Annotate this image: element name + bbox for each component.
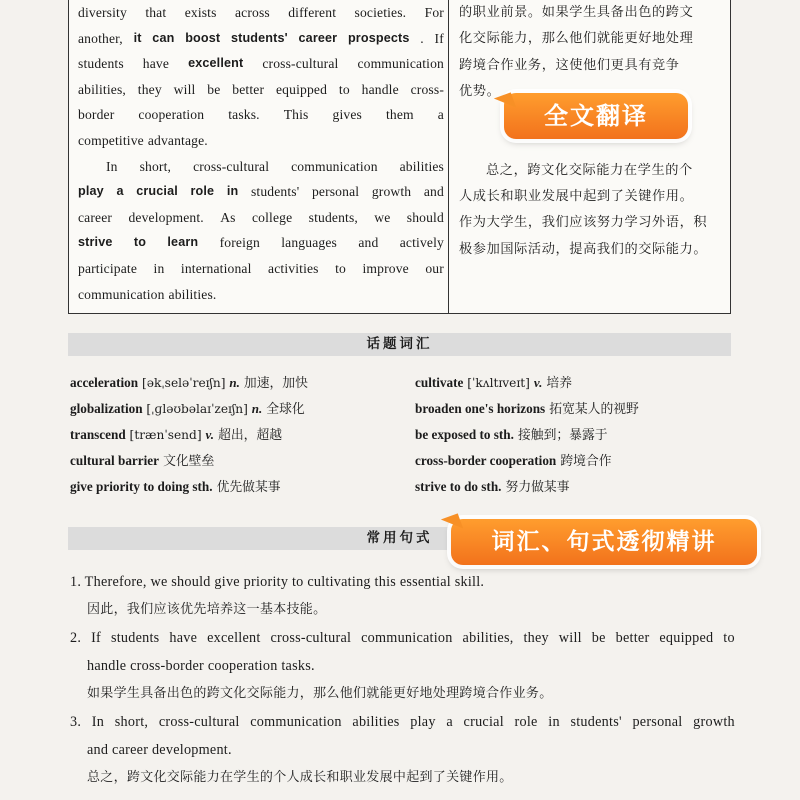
word: communication <box>250 714 342 730</box>
vocab-entry <box>415 474 745 500</box>
word: As <box>220 209 236 225</box>
word: cross-cultural <box>270 630 352 646</box>
word: personal <box>632 714 683 730</box>
english-line <box>78 77 444 103</box>
word: gives <box>332 107 362 123</box>
word: them <box>385 107 414 123</box>
word: equipped <box>659 630 714 646</box>
word: communication <box>78 286 165 302</box>
word: that <box>145 5 167 20</box>
vocab-word: broaden one's horizons <box>415 401 546 416</box>
vocab-entry <box>70 474 400 500</box>
vocab-meaning: 跨境合作 <box>556 454 612 469</box>
word: in <box>153 260 165 276</box>
word: short, <box>139 158 172 174</box>
english-line <box>78 154 444 180</box>
bold-phrase-word: learn <box>167 235 199 250</box>
bold-phrase-word: in <box>226 184 239 199</box>
word: If <box>434 30 444 46</box>
word: border <box>78 107 115 123</box>
column-divider <box>448 0 449 313</box>
vocab-word: transcend <box>70 427 126 442</box>
english-line <box>78 26 444 52</box>
sentence-english-line: handle cross-border cooperation tasks. <box>87 658 315 674</box>
word: personal <box>311 184 360 200</box>
vocab-part-of-speech: n. <box>251 401 263 416</box>
word: we <box>374 209 391 225</box>
vocab-meaning: 超出，超越 <box>214 428 283 443</box>
english-line <box>78 230 444 256</box>
english-line <box>78 102 444 128</box>
word: in <box>548 714 560 730</box>
vocab-entry <box>415 448 745 474</box>
english-line <box>78 0 444 26</box>
word: abilities <box>399 158 444 174</box>
vocab-meaning: 努力做某事 <box>501 480 570 495</box>
word: excellent <box>207 630 261 646</box>
word: languages <box>281 235 337 251</box>
vocab-entry <box>415 370 745 396</box>
vocab-word: cultivate <box>415 375 464 390</box>
english-line <box>78 51 444 77</box>
bold-phrase-word: can <box>152 30 175 45</box>
word: they <box>137 81 162 97</box>
word: another, <box>78 30 123 46</box>
english-line <box>78 256 444 282</box>
vocab-phonetic: [ˈkʌltɪveɪt] <box>463 376 534 390</box>
vocab-word: strive to do sth. <box>415 479 502 494</box>
vocabulary-left-column <box>70 370 400 500</box>
vocab-sentence-badge <box>451 519 757 565</box>
badge-pointer <box>441 513 463 534</box>
word: handle <box>361 81 399 97</box>
word: students, <box>308 209 358 225</box>
vocab-part-of-speech: v. <box>205 427 214 442</box>
word: to <box>338 81 350 97</box>
word: equipped <box>276 81 328 97</box>
vocab-entry <box>415 422 745 448</box>
word: growth <box>371 184 412 200</box>
word: . <box>420 30 424 46</box>
bold-phrase-word: role <box>190 184 215 199</box>
sentence-english-line: 1. Therefore, we should give priority to cultivating this essential skill. <box>70 574 485 590</box>
word: diversity <box>78 5 127 20</box>
word: tasks. <box>228 107 260 123</box>
bold-phrase-word: to <box>133 235 147 250</box>
chinese-line: 作为大学生，我们应该努力学习外语，积 <box>459 215 708 231</box>
word: across <box>234 5 270 20</box>
word: cross- <box>410 81 444 97</box>
word: and <box>358 235 379 251</box>
bold-phrase-word: strive <box>78 235 113 250</box>
word: be <box>591 630 606 646</box>
vocab-word: cultural barrier <box>70 453 159 468</box>
word: abilities. <box>168 286 217 302</box>
chinese-line: 化交际能力，那么他们就能更好地处理 <box>459 31 694 47</box>
word: a <box>446 714 453 730</box>
word: better <box>232 81 265 97</box>
word: role <box>514 714 538 730</box>
vocab-entry <box>415 396 745 422</box>
word: have <box>169 630 198 646</box>
vocab-entry <box>70 422 400 448</box>
bold-phrase-word: excellent <box>188 56 244 71</box>
full-translation-label: 全文翻译 <box>544 102 648 130</box>
vocab-meaning: 文化壁垒 <box>159 454 215 469</box>
vocab-entry <box>70 396 400 422</box>
word: This <box>283 107 309 123</box>
word: activities <box>268 260 319 276</box>
word: play <box>410 714 436 730</box>
word: our <box>425 260 444 276</box>
sentence-english-line <box>70 624 735 652</box>
chinese-line: 优势。 <box>459 83 501 99</box>
vocab-part-of-speech: n. <box>229 375 240 390</box>
word: growth <box>693 714 735 730</box>
word: 2. <box>70 630 82 646</box>
topic-vocabulary-header: 话题词汇 <box>68 333 731 356</box>
word: they <box>523 630 549 646</box>
vocab-phonetic: [trænˈsend] <box>125 428 206 442</box>
bold-phrase-word: boost <box>185 30 221 45</box>
vocab-meaning: 接触到；暴露于 <box>513 428 608 443</box>
word: will <box>558 630 582 646</box>
chinese-line: 人成长和职业发展中起到了关键作用。 <box>459 189 694 205</box>
vocab-meaning: 优先做某事 <box>212 480 281 495</box>
word: cooperation <box>138 107 205 123</box>
word: In <box>91 714 105 730</box>
english-line <box>78 179 444 205</box>
word: abilities, <box>462 630 514 646</box>
word: have <box>142 56 170 72</box>
word: communication <box>361 630 453 646</box>
word: international <box>180 260 252 276</box>
bold-phrase-word: it <box>133 30 142 45</box>
word: In <box>106 158 118 174</box>
word: abilities <box>352 714 400 730</box>
word: competitive <box>78 132 144 148</box>
word: students <box>110 630 160 646</box>
word: will <box>173 81 196 97</box>
word: to <box>723 630 735 646</box>
sentence-english-line <box>70 708 735 736</box>
vocab-entry <box>70 370 400 396</box>
vocab-entry <box>70 448 400 474</box>
common-sentences-header: 常用句式 <box>68 527 731 550</box>
word: participate <box>78 260 138 276</box>
word: societies. <box>354 5 407 20</box>
word: advantage. <box>147 132 208 148</box>
word: cross-cultural <box>158 714 240 730</box>
word: different <box>288 5 337 20</box>
word: communication <box>291 158 378 174</box>
vocab-sentence-label: 词汇、句式透彻精讲 <box>491 529 717 555</box>
word: If <box>91 630 102 646</box>
chinese-line: 的职业前景。如果学生具备出色的跨文 <box>459 5 694 20</box>
vocabulary-right-column <box>415 370 745 500</box>
vocab-phonetic: [ˌɡləʊbəlaɪˈzeɪʃn] <box>142 402 252 416</box>
word: cross-cultural <box>193 158 270 174</box>
vocab-word: cross-border cooperation <box>415 453 557 468</box>
word: abilities, <box>78 81 126 97</box>
word: communication <box>357 56 444 72</box>
chinese-line: 总之，跨文化交际能力在学生的个 <box>486 162 693 178</box>
bold-phrase-word: play <box>78 184 104 199</box>
word: students <box>78 56 124 72</box>
english-line <box>78 128 444 154</box>
vocab-word: globalization <box>70 401 143 416</box>
bold-phrase-word: a <box>116 184 124 199</box>
word: short, <box>114 714 149 730</box>
word: For <box>424 5 444 20</box>
sentence-chinese-translation: 如果学生具备出色的跨文化交际能力，那么他们就能更好地处理跨境合作业务。 <box>87 686 553 701</box>
full-translation-badge <box>504 93 688 139</box>
word: students' <box>250 184 300 200</box>
vocab-part-of-speech: v. <box>533 375 543 390</box>
word: better <box>615 630 650 646</box>
word: cross-cultural <box>262 56 339 72</box>
bold-phrase-word: prospects <box>347 30 410 45</box>
bold-phrase-word: students' <box>230 30 288 45</box>
word: actively <box>399 235 444 251</box>
word: and <box>423 184 444 200</box>
sentence-english-line: and career development. <box>87 742 232 758</box>
vocab-word: acceleration <box>70 375 139 390</box>
english-line <box>78 282 444 308</box>
vocab-phonetic: [əkˌseləˈreɪʃn] <box>138 376 230 390</box>
english-line <box>78 205 444 231</box>
vocab-meaning: 拓宽某人的视野 <box>545 402 639 417</box>
sentence-chinese-translation: 因此，我们应该优先培养这一基本技能。 <box>87 602 327 617</box>
word: development. <box>128 209 204 225</box>
sentence-list <box>70 568 735 792</box>
passage-table <box>68 0 731 314</box>
word: career <box>78 209 113 225</box>
word: should <box>406 209 444 225</box>
vocab-meaning: 全球化 <box>262 402 305 417</box>
word: crucial <box>463 714 504 730</box>
sentence-chinese-translation: 总之，跨文化交际能力在学生的个人成长和职业发展中起到了关键作用。 <box>87 770 513 785</box>
bold-phrase-word: crucial <box>136 184 178 199</box>
chinese-line: 跨境合作业务，这使他们更具有竞争 <box>459 57 680 73</box>
vocab-word: give priority to doing sth. <box>70 479 213 494</box>
vocab-word: be exposed to sth. <box>415 427 514 442</box>
word: foreign <box>219 235 260 251</box>
word: to <box>335 260 346 276</box>
chinese-line: 极参加国际活动，提高我们的交际能力。 <box>459 241 708 257</box>
word: improve <box>362 260 409 276</box>
word: college <box>251 209 293 225</box>
vocab-meaning: 加速，加快 <box>239 376 308 391</box>
bold-phrase-word: career <box>298 30 338 45</box>
vocab-meaning: 培养 <box>542 376 573 391</box>
word: students' <box>570 714 622 730</box>
english-passage <box>78 0 444 307</box>
word: 3. <box>70 714 82 730</box>
word: be <box>207 81 221 97</box>
word: exists <box>184 5 217 20</box>
word: a <box>437 107 444 123</box>
